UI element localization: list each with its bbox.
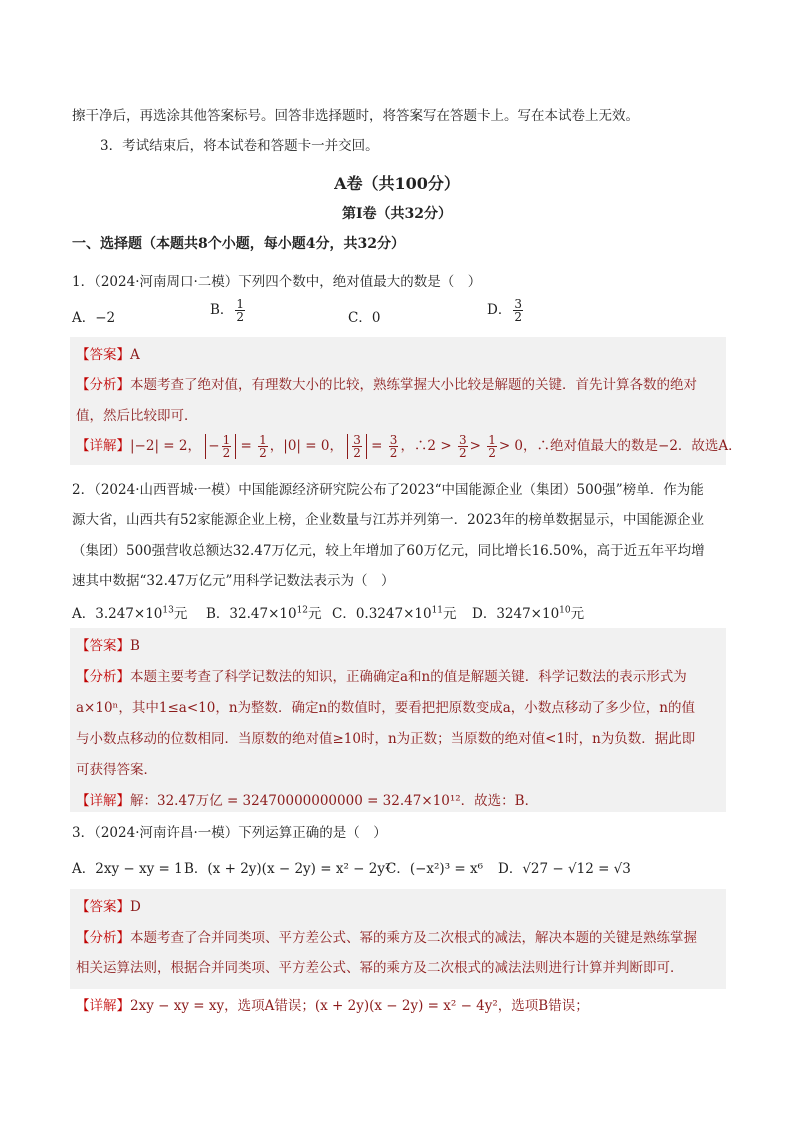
q2-option-c: C．$0.3247\times 10^{11}$元	[332, 605, 457, 622]
q1-option-b: B． $\frac{1}{2}$	[210, 297, 245, 324]
q1-analysis-2: 值，然后比较即可．	[76, 408, 198, 424]
q3-option-a: A．2xy − xy = 1	[72, 861, 183, 877]
q3-stem: 3．（2024·河南许昌·一模）下列运算正确的是（ ）	[72, 825, 387, 841]
q1-analysis-1: 【分析】本题考查了绝对值，有理数大小的比较，熟练掌握大小比较是解题的关键．首先计算各数的绝对	[76, 377, 697, 393]
q1-detail: 【详解】|−2| = 2， − $\frac{1}{2}$ = $\frac{1}{2}$ ，|0| = 0， $\frac{3}{2}$ = $\frac{3}{2}$ ，∴2 > $\frac{3}{2}$ > $\frac{1}{2}$ > 0，∴绝对值最大的数是−2．故选A．	[76, 433, 742, 460]
q1-option-d: D． $\frac{3}{2}$	[487, 297, 522, 324]
q2-option-d: D．$3247\times 10^{10}$元	[472, 605, 585, 622]
q2-option-a: A．$3.247\times 10^{13}$元	[72, 605, 188, 622]
q3-option-c: C．(−x²)³ = x⁶	[386, 861, 484, 877]
intro-line-1: 擦干净后，再选涂其他答案标号。回答非选择题时，将答案写在答题卡上。写在本试卷上无效。	[72, 108, 639, 124]
q2-analysis-3: 与小数点移动的位数相同．当原数的绝对值≥10时，n为正数；当原数的绝对值<1时，n为负数．据此即	[76, 731, 696, 747]
volume-title: A卷（共100分）	[334, 174, 460, 193]
section-title: 一、选择题（本题共8个小题，每小题4分，共32分）	[72, 236, 405, 252]
q2-detail: 【详解】解：32.47万亿 = 32470000000000 = 32.47×10¹²．故选：B．	[76, 793, 539, 809]
q2-stem-3: （集团）500强营收总额达32.47万亿元，较上年增加了60万亿元，同比增长16.50%，高于近五年平均增	[72, 543, 705, 559]
q3-option-b: B．(x + 2y)(x − 2y) = x² − 2y²	[184, 861, 391, 877]
q2-stem-1: 2．（2024·山西晋城·一模）中国能源经济研究院公布了2023“中国能源企业（集团）500强”榜单．作为能	[72, 482, 704, 498]
q2-answer: 【答案】B	[76, 638, 140, 654]
q2-solution-box	[70, 628, 726, 812]
q2-analysis-2: a×10ⁿ，其中1≤a<10，n为整数．确定n的数值时，要看把把原数变成a，小数点移动了多少位，n的值	[76, 700, 695, 716]
q2-analysis-4: 可获得答案．	[76, 762, 157, 778]
q3-analysis-1: 【分析】本题考查了合并同类项、平方差公式、幂的乘方及二次根式的减法，解决本题的关键是熟练掌握	[76, 930, 697, 946]
q2-analysis-1: 【分析】本题主要考查了科学记数法的知识，正确确定a和n的值是解题关键．科学记数法的表示形式为	[76, 669, 687, 685]
q2-option-b: B．$32.47\times 10^{12}$元	[206, 605, 322, 622]
q3-analysis-2: 相关运算法则，根据合并同类项、平方差公式、幂的乘方及二次根式的减法法则进行计算并判断即可．	[76, 960, 684, 976]
intro-line-2: 3．考试结束后，将本试卷和答题卡一并交回。	[100, 138, 379, 154]
q1-option-c: C．0	[348, 310, 381, 326]
q2-stem-4: 速其中数据“32.47万亿元”用科学记数法表示为（ ）	[72, 573, 395, 589]
q1-answer: 【答案】A	[76, 347, 140, 363]
q2-stem-2: 源大省，山西共有52家能源企业上榜，企业数量与江苏并列第一．2023年的榜单数据显示，中国能源企业	[72, 512, 705, 528]
q1-option-a: A．−2	[72, 310, 116, 326]
q3-detail: 【详解】2xy − xy = xy，选项A错误；(x + 2y)(x − 2y) = x² − 4y²，选项B错误；	[76, 998, 589, 1014]
part-title: 第Ⅰ卷（共32分）	[341, 206, 453, 222]
q3-option-d: D．√27 − √12 = √3	[498, 861, 631, 877]
q3-answer: 【答案】D	[76, 899, 141, 915]
q1-stem: 1．（2024·河南周口·二模）下列四个数中，绝对值最大的数是（ ）	[72, 274, 482, 290]
